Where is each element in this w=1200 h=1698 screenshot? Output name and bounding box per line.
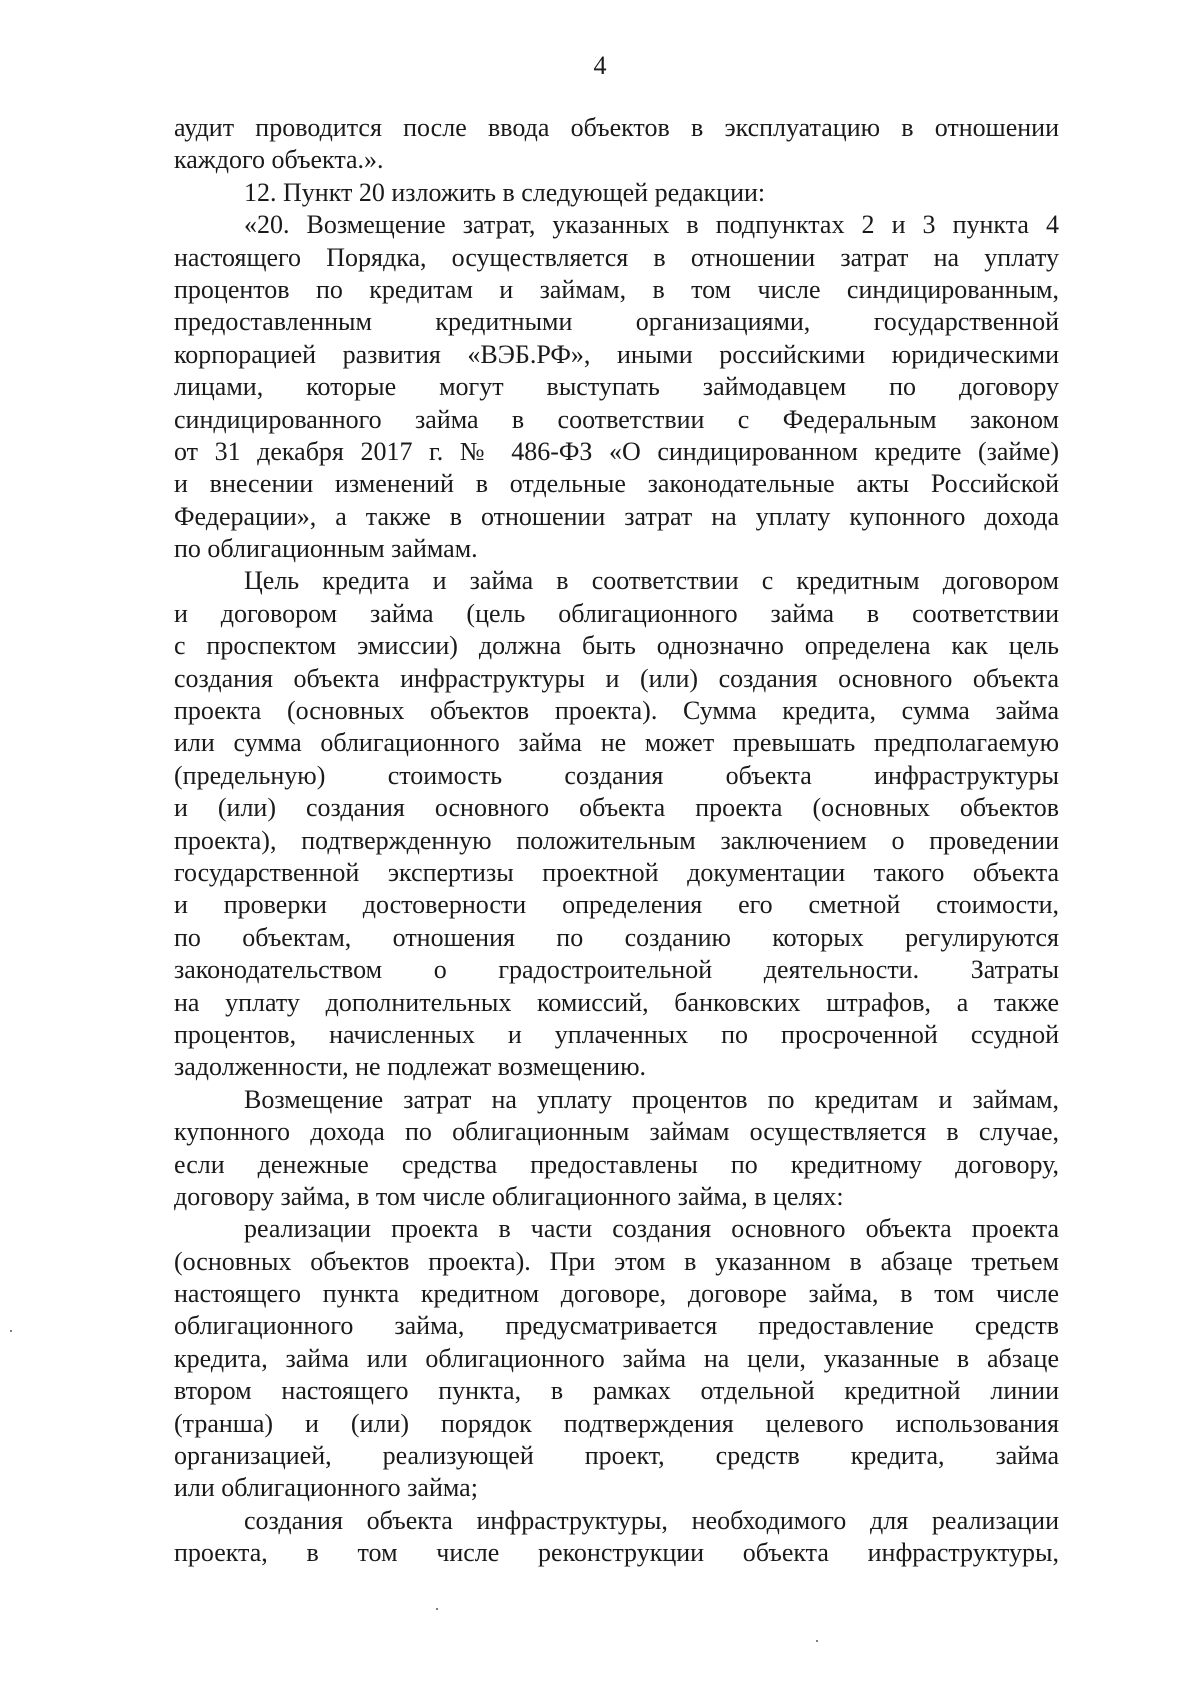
text-line: Федерации», а также в отношении затрат на уплату купонного дохода xyxy=(174,501,1059,531)
text-line: от 31 декабря 2017 г. № 486-ФЗ «О синдицированном кредите (займе) xyxy=(174,436,1059,466)
text-line: и (или) создания основного объекта проекта (основных объектов xyxy=(174,793,1059,823)
text-line: (основных объектов проекта). При этом в указанном в абзаце третьем xyxy=(174,1246,1059,1276)
text-line: по облигационным займам. xyxy=(174,534,478,564)
text-line: процентов, начисленных и уплаченных по просроченной ссудной xyxy=(174,1019,1059,1049)
text-line: на уплату дополнительных комиссий, банковских штрафов, а также xyxy=(174,987,1059,1017)
text-line: организацией, реализующей проект, средств кредита, займа xyxy=(174,1441,1059,1471)
text-line: корпорацией развития «ВЭБ.РФ», иными российскими юридическими xyxy=(174,339,1059,369)
text-line: «20. Возмещение затрат, указанных в подпунктах 2 и 3 пункта 4 xyxy=(244,210,1059,240)
text-line: если денежные средства предоставлены по кредитному договору, xyxy=(174,1149,1059,1179)
text-line: настоящего пункта кредитном договоре, договоре займа, в том числе xyxy=(174,1279,1059,1309)
text-line: втором настоящего пункта, в рамках отдельной кредитной линии xyxy=(174,1376,1059,1406)
text-line: облигационного займа, предусматривается предоставление средств xyxy=(174,1311,1059,1341)
text-line: Цель кредита и займа в соответствии с кредитным договором xyxy=(244,566,1059,596)
scan-speck xyxy=(436,1608,438,1610)
document-body xyxy=(174,112,1059,1570)
text-line: (предельную) стоимость создания объекта инфраструктуры xyxy=(174,760,1059,790)
text-line: реализации проекта в части создания основного объекта проекта xyxy=(244,1214,1059,1244)
text-line: процентов по кредитам и займам, в том числе синдицированным, xyxy=(174,274,1059,304)
scan-speck xyxy=(10,1330,12,1332)
text-line: или облигационного займа; xyxy=(174,1473,478,1503)
text-line: с проспектом эмиссии) должна быть однозначно определена как цель xyxy=(174,631,1059,661)
text-line: каждого объекта.». xyxy=(174,145,384,175)
text-line: купонного дохода по облигационным займам осуществляется в случае, xyxy=(174,1117,1059,1147)
text-line: аудит проводится после ввода объектов в эксплуатацию в отношении xyxy=(174,113,1059,142)
text-line: проекта, в том числе реконструкции объекта инфраструктуры, xyxy=(174,1538,1059,1568)
text-line: и проверки достоверности определения его сметной стоимости, xyxy=(174,890,1059,920)
text-line: настоящего Порядка, осуществляется в отношении затрат на уплату xyxy=(174,242,1059,272)
text-line: предоставленным кредитными организациями, государственной xyxy=(174,307,1059,337)
text-line: кредита, займа или облигационного займа на цели, указанные в абзаце xyxy=(174,1343,1059,1373)
text-line: 12. Пункт 20 изложить в следующей редакции: xyxy=(244,177,766,207)
text-line: создания объекта инфраструктуры, необходимого для реализации xyxy=(244,1505,1059,1535)
text-line: лицами, которые могут выступать займодавцем по договору xyxy=(174,372,1059,402)
text-line: по объектам, отношения по созданию которых регулируются xyxy=(174,922,1059,952)
text-line: или сумма облигационного займа не может превышать предполагаемую xyxy=(174,728,1059,758)
text-line: задолженности, не подлежат возмещению. xyxy=(174,1052,646,1082)
text-line: и внесении изменений в отдельные законодательные акты Российской xyxy=(174,469,1059,499)
text-line: государственной экспертизы проектной документации такого объекта xyxy=(174,857,1059,887)
text-line: и договором займа (цель облигационного займа в соответствии xyxy=(174,598,1059,628)
text-line: синдицированного займа в соответствии с Федеральным законом xyxy=(174,404,1059,434)
text-line: проекта), подтвержденную положительным заключением о проведении xyxy=(174,825,1059,855)
text-line: договору займа, в том числе облигационного займа, в целях: xyxy=(174,1181,844,1211)
text-line: проекта (основных объектов проекта). Сумма кредита, сумма займа xyxy=(174,696,1059,726)
scan-speck xyxy=(816,1640,818,1642)
text-line: (транша) и (или) порядок подтверждения целевого использования xyxy=(174,1408,1059,1438)
text-line: Возмещение затрат на уплату процентов по кредитам и займам, xyxy=(244,1084,1059,1114)
text-line: создания объекта инфраструктуры и (или) создания основного объекта xyxy=(174,663,1059,693)
text-line: законодательством о градостроительной деятельности. Затраты xyxy=(174,955,1059,985)
page-number: 4 xyxy=(593,51,607,80)
